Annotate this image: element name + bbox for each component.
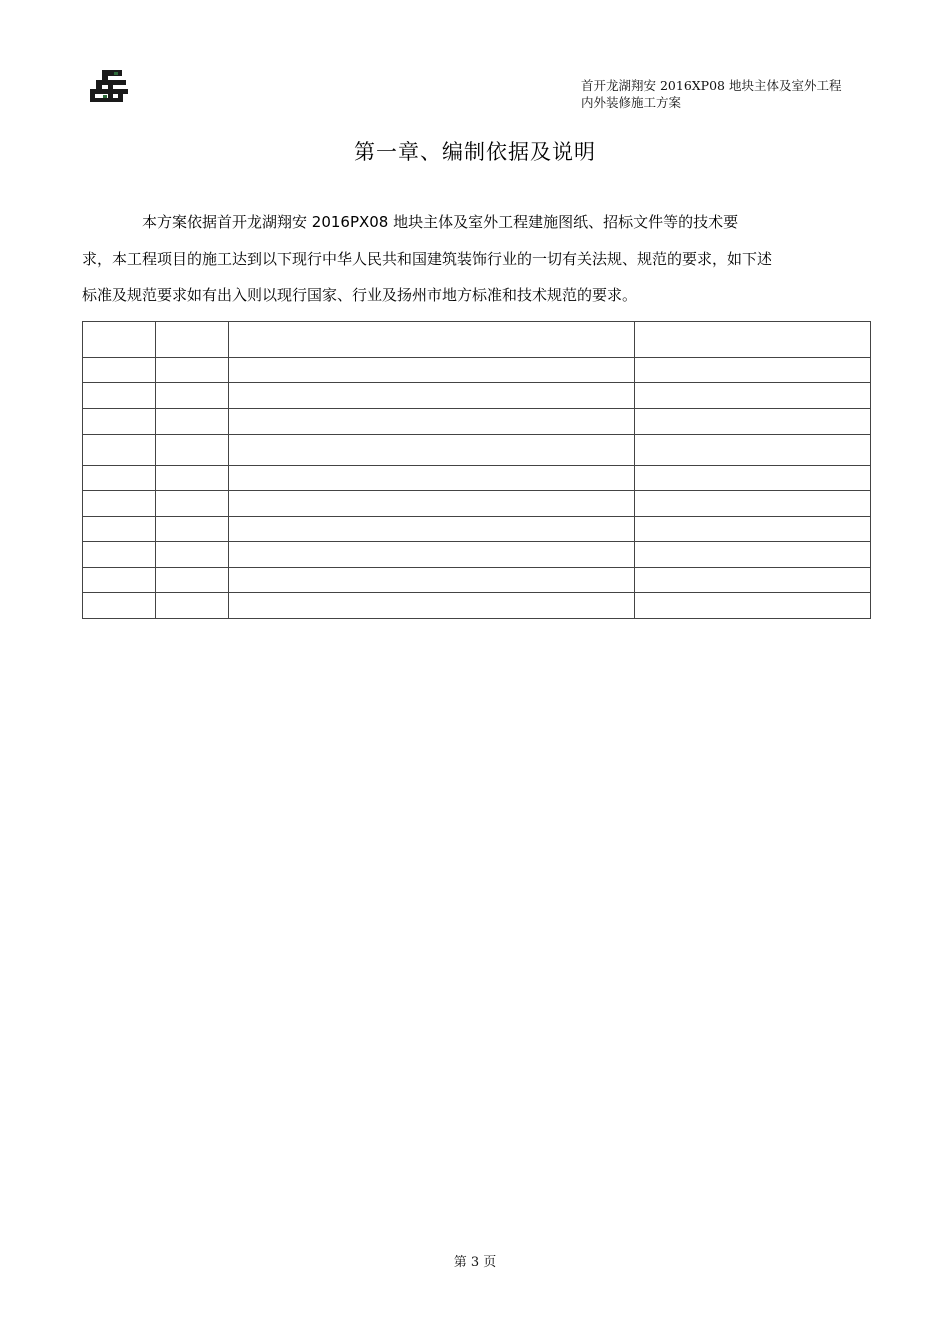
intro-line-1: 本方案依据首开龙湖翔安 2016PX08 地块主体及室外工程建施图纸、招标文件等的技术要 — [142, 213, 739, 231]
table-cell — [635, 383, 871, 409]
table-cell — [83, 435, 156, 466]
table-cell — [635, 593, 871, 619]
intro-line-2: 求，本工程项目的施工达到以下现行中华人民共和国建筑装饰行业的一切有关法规、规范的要求，如下述 — [82, 249, 773, 268]
table-cell — [155, 409, 228, 435]
table-row — [83, 322, 871, 358]
table-cell — [228, 466, 634, 491]
table-cell — [83, 358, 156, 383]
table-row — [83, 517, 871, 542]
table-cell — [228, 435, 634, 466]
table-cell — [228, 542, 634, 568]
table-cell — [83, 409, 156, 435]
table-cell — [155, 568, 228, 593]
table-cell — [635, 517, 871, 542]
table-cell — [635, 435, 871, 466]
table-cell — [83, 593, 156, 619]
table-cell — [228, 358, 634, 383]
table-cell — [155, 383, 228, 409]
table-row — [83, 568, 871, 593]
table-row — [83, 542, 871, 568]
table-cell — [228, 383, 634, 409]
chapter-title: 第一章、编制依据及说明 — [354, 140, 596, 164]
table-cell — [228, 322, 634, 358]
table-row — [83, 409, 871, 435]
table-cell — [155, 593, 228, 619]
table-cell — [83, 517, 156, 542]
table-cell — [155, 435, 228, 466]
table-cell — [228, 568, 634, 593]
table-cell — [83, 322, 156, 358]
table-row — [83, 435, 871, 466]
page-number: 第 3 页 — [453, 1255, 497, 1270]
table-cell — [83, 466, 156, 491]
table-row — [83, 593, 871, 619]
header-plan-name: 内外装修施工方案 — [581, 95, 682, 110]
table-cell — [635, 466, 871, 491]
table-row — [83, 466, 871, 491]
table-cell — [635, 322, 871, 358]
table-row — [83, 383, 871, 409]
intro-line-3: 标准及规范要求如有出入则以现行国家、行业及扬州市地方标准和技术规范的要求。 — [82, 286, 638, 304]
table-cell — [83, 383, 156, 409]
table-cell — [635, 358, 871, 383]
table-row — [83, 358, 871, 383]
table-cell — [155, 466, 228, 491]
table-cell — [635, 409, 871, 435]
standards-table — [82, 321, 871, 619]
table-cell — [83, 542, 156, 568]
table-cell — [155, 542, 228, 568]
table-cell — [228, 409, 634, 435]
header-project-name: 首开龙湖翔安 2016XP08 地块主体及室外工程 — [581, 78, 842, 93]
intro-paragraph — [82, 204, 872, 314]
table-cell — [635, 491, 871, 517]
company-logo-icon — [88, 70, 130, 104]
table-cell — [155, 517, 228, 542]
table-cell — [155, 322, 228, 358]
table-cell — [635, 542, 871, 568]
table-cell — [228, 517, 634, 542]
table-cell — [155, 491, 228, 517]
table-row — [83, 491, 871, 517]
table-cell — [635, 568, 871, 593]
document-header — [581, 77, 841, 111]
table-cell — [228, 593, 634, 619]
table-cell — [83, 491, 156, 517]
table-cell — [83, 568, 156, 593]
table-cell — [155, 358, 228, 383]
table-cell — [228, 491, 634, 517]
